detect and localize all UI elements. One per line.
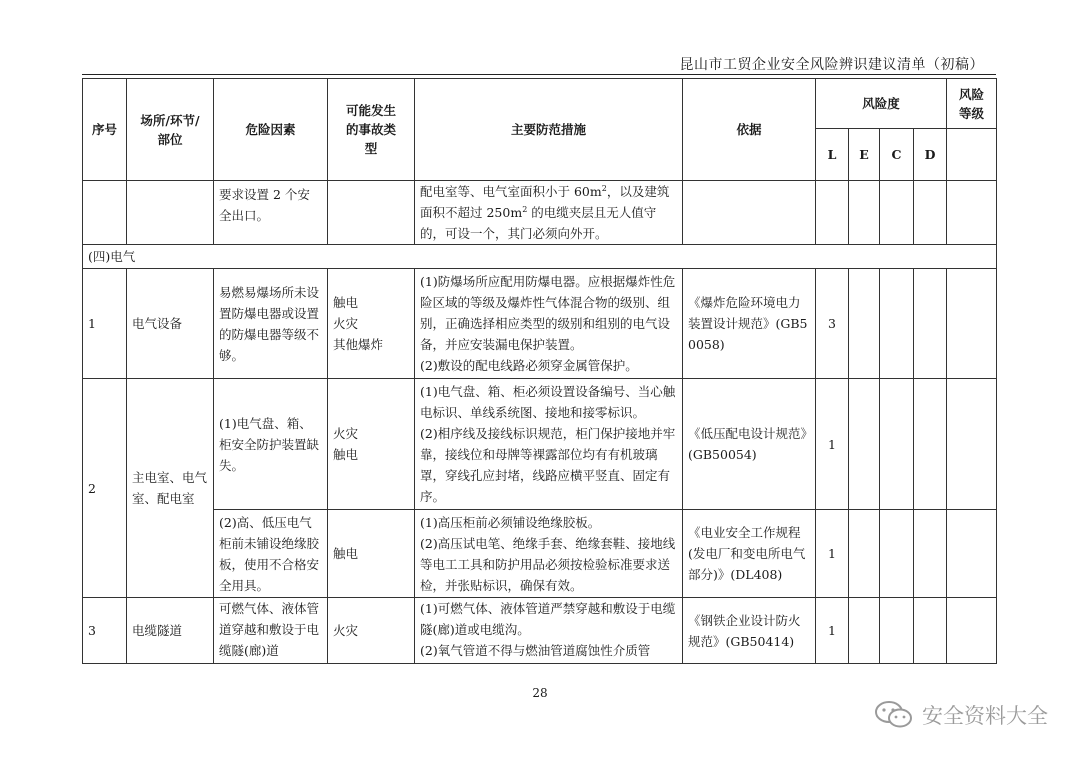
col-hazard-header: 危险因素 xyxy=(214,79,328,181)
cell-r2b-E xyxy=(849,510,880,598)
col-accident-header-text: 可能发生的事故类型 xyxy=(345,103,396,156)
r1-accident-2: 火灾 xyxy=(333,316,359,331)
cell-r3-D xyxy=(914,598,947,664)
cell-r3-seq: 3 xyxy=(83,598,127,664)
cell-r3-place: 电缆隧道 xyxy=(127,598,214,664)
cell-r2b-D xyxy=(914,510,947,598)
risk-table xyxy=(82,78,997,664)
superscript-2a: 2 xyxy=(601,183,607,193)
cell-cont-level xyxy=(947,181,997,245)
cell-r2a-E xyxy=(849,379,880,510)
cell-r1-basis: 《爆炸危险环境电力装置设计规范》(GB50058) xyxy=(683,269,816,379)
cell-cont-basis xyxy=(683,181,816,245)
col-seq-header: 序号 xyxy=(83,79,127,181)
cell-r3-level xyxy=(947,598,997,664)
risk-level-sub-cell xyxy=(947,129,997,181)
cell-r3-accident: 火灾 xyxy=(328,598,415,664)
watermark-text: 安全资料大全 xyxy=(922,704,1048,728)
table-row xyxy=(83,269,997,379)
cell-r2a-hazard: (1)电气盘、箱、柜安全防护装置缺失。 xyxy=(214,379,328,510)
r2a-accident-2: 触电 xyxy=(333,447,359,462)
cell-cont-L xyxy=(816,181,849,245)
table-row xyxy=(83,510,997,598)
cell-r2-place: 主电室、电气室、配电室 xyxy=(127,379,214,598)
cell-r3-C xyxy=(880,598,914,664)
cell-cont-seq xyxy=(83,181,127,245)
cell-r2a-basis: 《低压配电设计规范》(GB50054) xyxy=(683,379,816,510)
cell-r1-L: 3 xyxy=(816,269,849,379)
cell-r2-seq: 2 xyxy=(83,379,127,598)
cell-r1-accident xyxy=(328,269,415,379)
col-place-header-text: 场所/环节/部位 xyxy=(140,112,200,147)
cell-cont-accident xyxy=(328,181,415,245)
cell-r2a-accident xyxy=(328,379,415,510)
cell-r2b-hazard: (2)高、低压电气柜前未铺设绝缘胶板，使用不合格安全用具。 xyxy=(214,510,328,598)
cell-r3-hazard: 可燃气体、液体管道穿越和敷设于电缆隧(廊)道 xyxy=(214,598,328,664)
col-measures-header: 主要防范措施 xyxy=(415,79,683,181)
watermark xyxy=(874,700,1048,730)
col-accident-header xyxy=(328,79,415,181)
r2a-accident-1: 火灾 xyxy=(333,426,359,441)
table-row xyxy=(83,598,997,664)
cont-measures-part-c: 的电缆夹层且无人值守的，可设一个，其门必须向外开。 xyxy=(420,205,657,241)
wechat-icon xyxy=(874,700,914,730)
cell-r2b-measures xyxy=(415,510,683,598)
col-risk-level-header-text: 风险等级 xyxy=(959,86,985,121)
cell-r2b-basis: 《电业安全工作规程(发电厂和变电所电气部分)》(DL408) xyxy=(683,510,816,598)
cell-r3-measures xyxy=(415,598,683,664)
r1-accident-3: 其他爆炸 xyxy=(333,337,384,352)
cell-r3-L: 1 xyxy=(816,598,849,664)
col-C-header: C xyxy=(880,129,914,181)
cell-r1-place: 电气设备 xyxy=(127,269,214,379)
cell-r1-hazard: 易燃易爆场所未设置防爆电器或设置的防爆电器等级不够。 xyxy=(214,269,328,379)
cell-r1-E xyxy=(849,269,880,379)
col-E-header: E xyxy=(849,129,880,181)
cell-r2a-measures xyxy=(415,379,683,510)
col-place-header xyxy=(127,79,214,181)
table-row xyxy=(83,379,997,510)
cell-cont-hazard: 要求设置 2 个安全出口。 xyxy=(214,181,328,245)
cell-r2a-L: 1 xyxy=(816,379,849,510)
r2a-measure-1: (1)电气盘、箱、柜必须设置设备编号、当心触电标识、单线系统图、接地和接零标识。 xyxy=(420,384,676,420)
cell-r1-measures xyxy=(415,269,683,379)
table-header-row xyxy=(83,79,997,129)
cell-r2a-level xyxy=(947,379,997,510)
cell-cont-place xyxy=(127,181,214,245)
cell-r1-seq: 1 xyxy=(83,269,127,379)
cell-r2b-accident: 触电 xyxy=(328,510,415,598)
r3-measure-1: (1)可燃气体、液体管道严禁穿越和敷设于电缆隧(廊)道或电缆沟。 xyxy=(420,601,676,637)
cell-cont-D xyxy=(914,181,947,245)
cell-r1-C xyxy=(880,269,914,379)
r2b-measure-2: (2)高压试电笔、绝缘手套、绝缘套鞋、接地线等电工工具和防护用品必须按检验标准要求送检，并张贴标识，确保有效。 xyxy=(420,535,676,593)
cell-r2b-C xyxy=(880,510,914,598)
cell-r1-level xyxy=(947,269,997,379)
cell-cont-measures xyxy=(415,181,683,245)
section-title: (四)电气 xyxy=(83,245,997,269)
cell-r1-D xyxy=(914,269,947,379)
cell-r2b-level xyxy=(947,510,997,598)
r1-measure-2: (2)敷设的配电线路必须穿金属管保护。 xyxy=(420,358,638,373)
col-risk-degree-header: 风险度 xyxy=(816,79,947,129)
col-L-header: L xyxy=(816,129,849,181)
cell-cont-E xyxy=(849,181,880,245)
cell-r2b-L: 1 xyxy=(816,510,849,598)
r1-measure-1: (1)防爆场所应配用防爆电器。应根据爆炸性危险区域的等级及爆炸性气体混合物的级别、组别，正确选择相应类型的级别和组别的电气设备，并应安装漏电保护装置。 xyxy=(420,274,676,352)
document-header-title: 昆山市工贸企业安全风险辨识建议清单（初稿） xyxy=(679,57,984,73)
cell-r2a-D xyxy=(914,379,947,510)
col-D-header: D xyxy=(914,129,947,181)
col-basis-header: 依据 xyxy=(683,79,816,181)
section-row-electrical xyxy=(83,245,997,269)
cont-measures-part-a: 配电室等、电气室面积小于 60m xyxy=(420,184,602,199)
cell-r3-E xyxy=(849,598,880,664)
cell-cont-C xyxy=(880,181,914,245)
r2a-measure-2: (2)相序线及接线标识规范，柜门保护接地并牢靠，接线位和母牌等裸露部位均有有机玻璃罩，穿线孔应封堵，线路应横平竖直、固定有序。 xyxy=(420,426,676,504)
cont-measures-part-b: ，以及建筑面积不超过 250m xyxy=(420,184,670,220)
superscript-2b: 2 xyxy=(522,204,528,214)
header-rule xyxy=(82,74,996,75)
r2b-measure-1: (1)高压柜前必须铺设绝缘胶板。 xyxy=(420,514,601,530)
col-risk-level-header xyxy=(947,79,997,129)
table-row-continuation xyxy=(83,181,997,245)
cell-r2a-C xyxy=(880,379,914,510)
cell-r3-basis: 《钢铁企业设计防火规范》(GB50414) xyxy=(683,598,816,664)
page-number: 28 xyxy=(532,686,548,700)
r1-accident-1: 触电 xyxy=(333,295,359,310)
r3-measure-2: (2)氧气管道不得与燃油管道腐蚀性介质管 xyxy=(420,643,651,658)
